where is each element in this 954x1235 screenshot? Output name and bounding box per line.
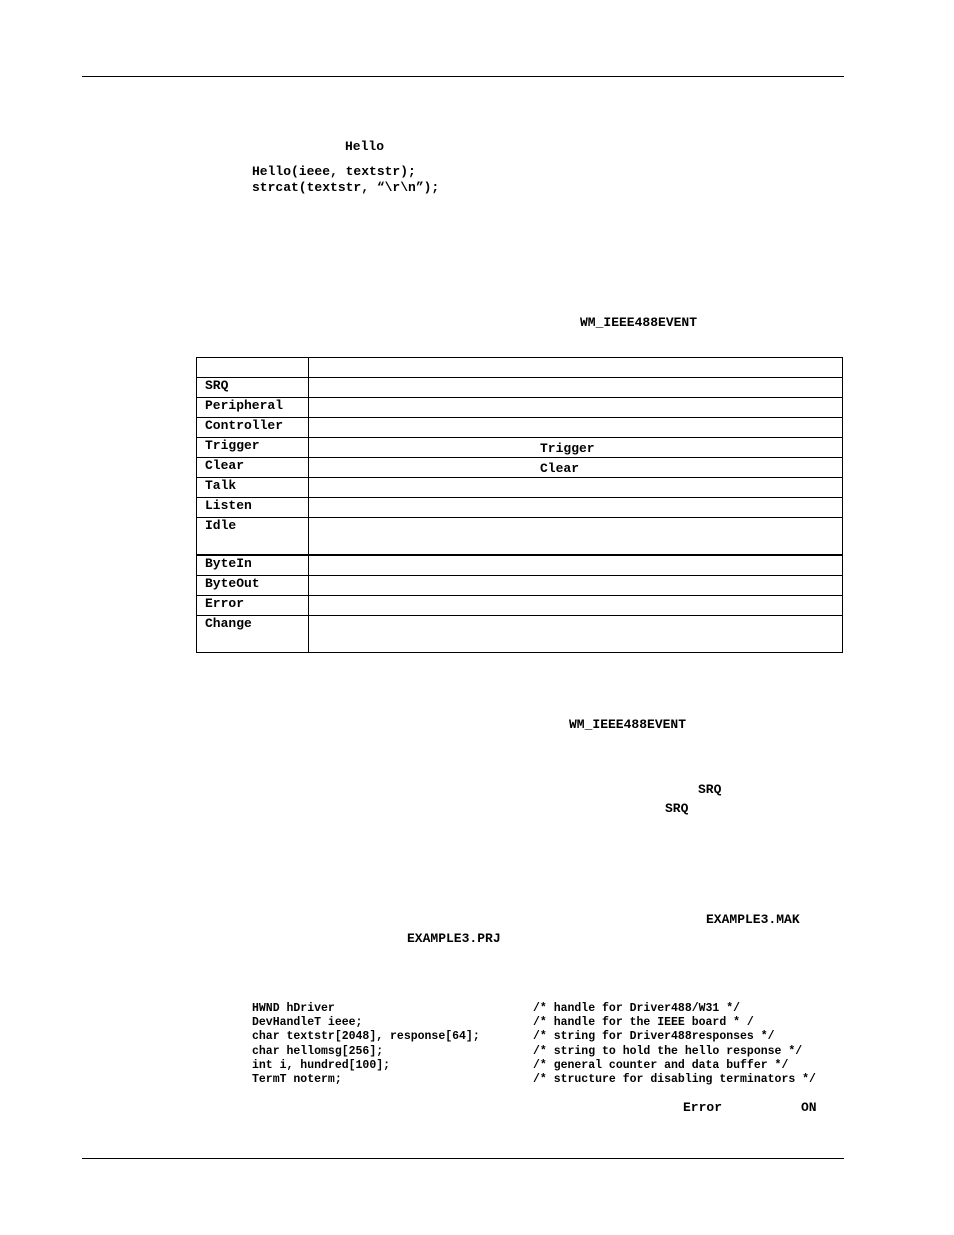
event-desc-cell [309, 418, 843, 438]
event-name-cell: SRQ [197, 378, 309, 398]
table-row [197, 596, 843, 616]
event-desc-cell [309, 458, 843, 478]
footer-rule [82, 1158, 844, 1159]
code-line [252, 1072, 816, 1087]
example-make-file: EXAMPLE3.MAK [706, 912, 800, 927]
event-name-cell: Talk [197, 478, 309, 498]
event-name-cell: Idle [197, 518, 309, 556]
event-name-cell: ByteIn [197, 555, 309, 576]
error-word: Error [683, 1100, 723, 1115]
on-word: ON [801, 1100, 817, 1115]
table-row [197, 418, 843, 438]
table-row [197, 438, 843, 458]
event-table [196, 357, 843, 653]
table-row [197, 576, 843, 596]
declarations-code-listing [252, 1002, 816, 1087]
event-name-cell: Listen [197, 498, 309, 518]
code-line [252, 1016, 754, 1030]
after-table-message-name: WM_IEEE488EVENT [569, 717, 687, 732]
header-rule [82, 76, 844, 77]
code-statement: char textstr[2048], response[64]; [252, 1030, 480, 1044]
code-line [252, 1044, 803, 1059]
event-name-cell: Controller [197, 418, 309, 438]
code-comment: /* general counter and data buffer */ [533, 1058, 789, 1072]
event-desc-cell [309, 378, 843, 398]
event-desc-cell [309, 398, 843, 418]
table-row [197, 378, 843, 398]
code-line-strcat: strcat(textstr, “\r\n”); [252, 180, 440, 195]
event-message-name: WM_IEEE488EVENT [580, 315, 698, 330]
event-desc-text: Clear [540, 461, 580, 476]
event-desc-cell [309, 478, 843, 498]
event-name-cell: Error [197, 596, 309, 616]
table-header-row [197, 358, 843, 378]
code-comment: /* handle for Driver488/W31 */ [533, 1002, 741, 1015]
event-desc-cell [309, 518, 843, 556]
event-name-cell: Clear [197, 458, 309, 478]
hello-function-name: Hello [345, 139, 385, 154]
header-cell-event [197, 358, 309, 378]
code-statement: char hellomsg[256]; [252, 1044, 384, 1058]
code-comment: /* handle for the IEEE board * / [533, 1016, 754, 1030]
code-statement: TermT noterm; [252, 1072, 342, 1086]
header-cell-description [309, 358, 843, 378]
table-row [197, 398, 843, 418]
code-statement: HWND hDriver [252, 1002, 335, 1015]
table-row [197, 458, 843, 478]
table-row [197, 498, 843, 518]
code-comment: /* structure for disabling terminators */ [533, 1072, 816, 1086]
event-desc-cell [309, 616, 843, 653]
code-line [252, 1030, 775, 1044]
srq-reference-2: SRQ [665, 801, 689, 816]
table-row [197, 616, 843, 653]
code-comment: /* string for Driver488responses */ [533, 1030, 775, 1044]
table-row [197, 555, 843, 576]
event-name-cell: Trigger [197, 438, 309, 458]
table-row [197, 478, 843, 498]
event-desc-text: Trigger [540, 441, 595, 456]
event-name-cell: Change [197, 616, 309, 653]
table-row [197, 518, 843, 556]
event-name-cell: ByteOut [197, 576, 309, 596]
event-desc-cell [309, 596, 843, 616]
code-statement: DevHandleT ieee; [252, 1016, 363, 1030]
event-desc-cell [309, 498, 843, 518]
event-desc-cell [309, 576, 843, 596]
srq-reference-1: SRQ [698, 782, 722, 797]
event-desc-cell [309, 438, 843, 458]
code-line [252, 1002, 741, 1016]
code-line [252, 1058, 789, 1073]
code-line-hello-call: Hello(ieee, textstr); [252, 164, 416, 179]
code-statement: int i, hundred[100]; [252, 1058, 391, 1072]
code-comment: /* string to hold the hello response */ [533, 1044, 803, 1058]
example-project-file: EXAMPLE3.PRJ [407, 931, 501, 946]
event-desc-cell [309, 555, 843, 576]
event-name-cell: Peripheral [197, 398, 309, 418]
